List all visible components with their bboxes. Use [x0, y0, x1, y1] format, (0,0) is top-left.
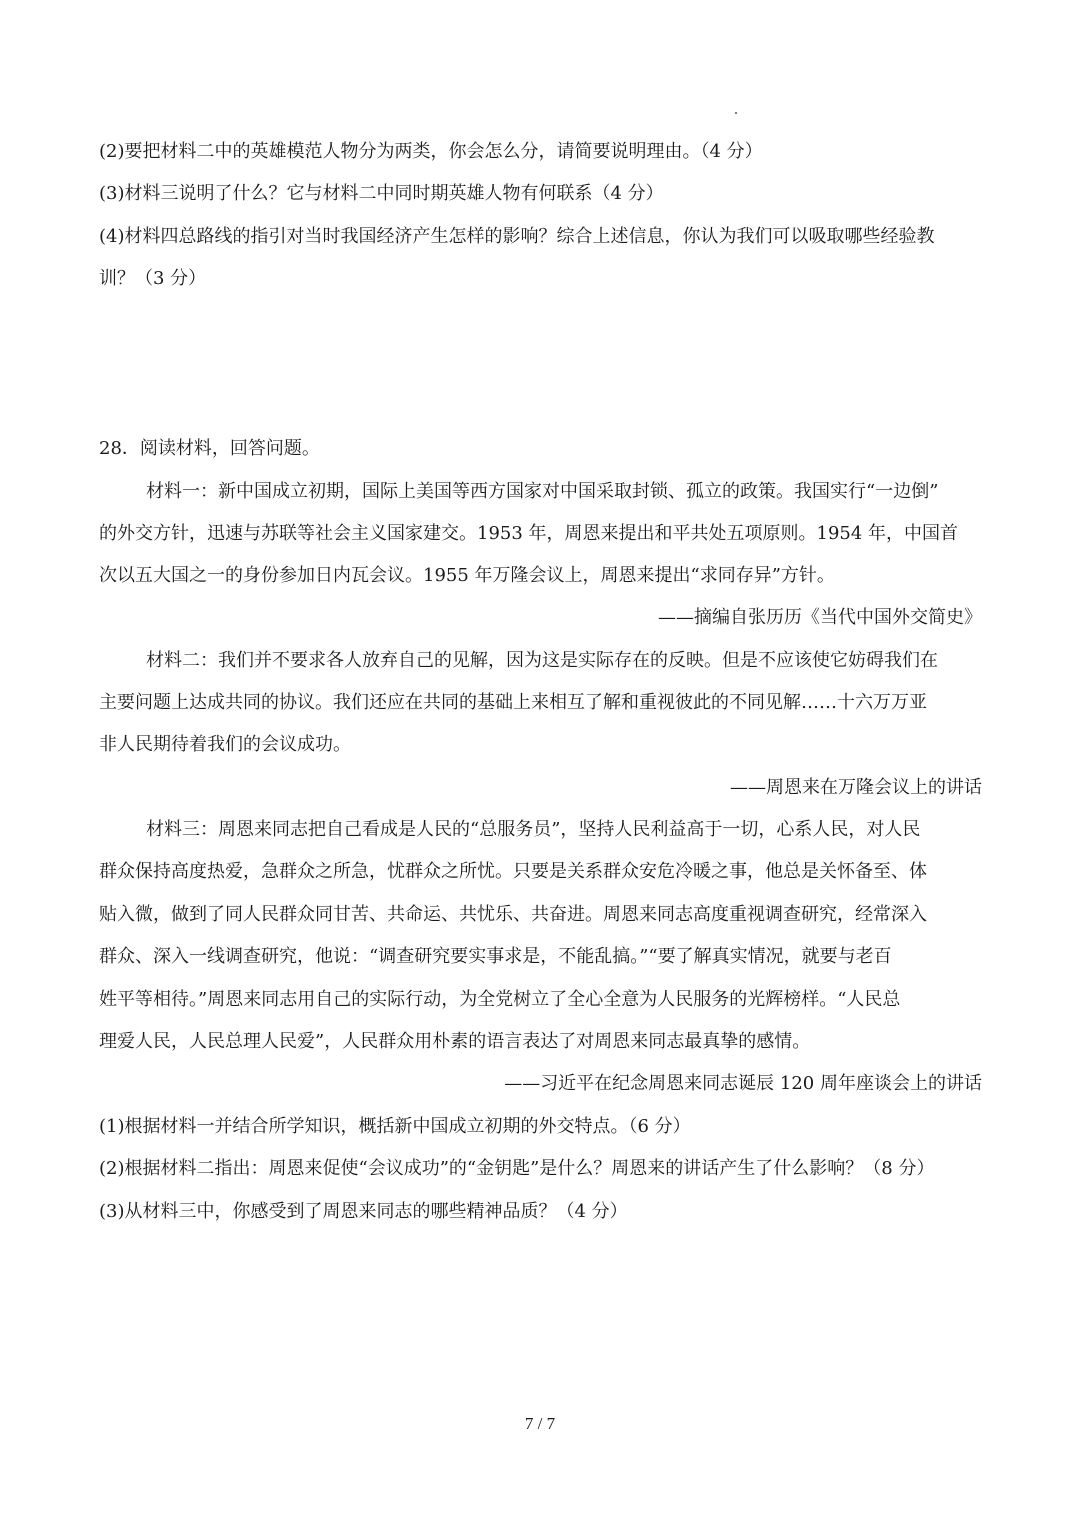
material-1-source: ——摘编自张历历《当代中国外交简史》 — [658, 607, 982, 628]
material-2-source: ——周恩来在万隆会议上的讲话 — [730, 777, 982, 798]
page-number: 7 / 7 — [524, 1414, 556, 1433]
material-3-line-4: 群众、深入一线调查研究，他说：“调查研究要实事求是，不能乱搞。”“要了解真实情况，就要与老百 — [99, 946, 892, 967]
material-1-line-2: 的外交方针，迅速与苏联等社会主义国家建交。1953 年，周恩来提出和平共处五项原则。1954 年，中国首 — [99, 523, 959, 544]
material-3-line-3: 贴入微，做到了同人民群众同甘苦、共命运、共忧乐、共奋进。周恩来同志高度重视调查研究，经常深入 — [99, 904, 927, 925]
material-2-line-1: 材料二：我们并不要求各人放弃自己的见解，因为这是实际存在的反映。但是不应该使它妨碍我们在 — [146, 650, 938, 671]
material-1-line-3: 次以五大国之一的身份参加日内瓦会议。1955 年万隆会议上，周恩来提出“求同存异”方针。 — [99, 565, 835, 586]
question-28-2: (2)根据材料二指出：周恩来促使“会议成功”的“金钥匙”是什么？周恩来的讲话产生了什么影响？（8 分） — [99, 1158, 935, 1179]
question-3-prev: (3)材料三说明了什么？它与材料二中同时期英雄人物有何联系（4 分） — [99, 183, 664, 204]
question-28-title: 28．阅读材料，回答问题。 — [99, 438, 320, 459]
question-4-prev: (4)材料四总路线的指引对当时我国经济产生怎样的影响？综合上述信息，你认为我们可以吸取哪些经验教 — [99, 226, 935, 247]
material-2-line-3: 非人民期待着我们的会议成功。 — [99, 734, 351, 755]
material-3-source: ——习近平在纪念周恩来同志诞辰 120 周年座谈会上的讲话 — [504, 1073, 982, 1094]
material-3-line-2: 群众保持高度热爱，急群众之所急，忧群众之所忧。只要是关系群众安危冷暖之事，他总是关怀备至、体 — [99, 861, 927, 882]
scan-speck — [735, 112, 737, 114]
material-2-line-2: 主要问题上达成共同的协议。我们还应在共同的基础上来相互了解和重视彼此的不同见解……十六万万亚 — [99, 692, 927, 713]
question-28-1: (1)根据材料一并结合所学知识，概括新中国成立初期的外交特点。（6 分） — [99, 1116, 691, 1137]
material-3-line-6: 理爱人民，人民总理人民爱”，人民群众用朴素的语言表达了对周恩来同志最真挚的感情。 — [99, 1031, 811, 1052]
question-2-prev: (2)要把材料二中的英雄模范人物分为两类，你会怎么分，请简要说明理由。（4 分） — [99, 141, 763, 162]
material-3-line-5: 姓平等相待。”周恩来同志用自己的实际行动，为全党树立了全心全意为人民服务的光辉榜样。“人民总 — [99, 989, 901, 1010]
material-3-line-1: 材料三：周恩来同志把自己看成是人民的“总服务员”，坚持人民利益高于一切，心系人民，对人民 — [146, 819, 921, 840]
question-28-3: (3)从材料三中，你感受到了周恩来同志的哪些精神品质？（4 分） — [99, 1201, 628, 1222]
question-4-prev-cont: 训？（3 分） — [99, 268, 207, 289]
material-1-line-1: 材料一：新中国成立初期，国际上美国等西方国家对中国采取封锁、孤立的政策。我国实行“一边倒” — [146, 481, 939, 502]
